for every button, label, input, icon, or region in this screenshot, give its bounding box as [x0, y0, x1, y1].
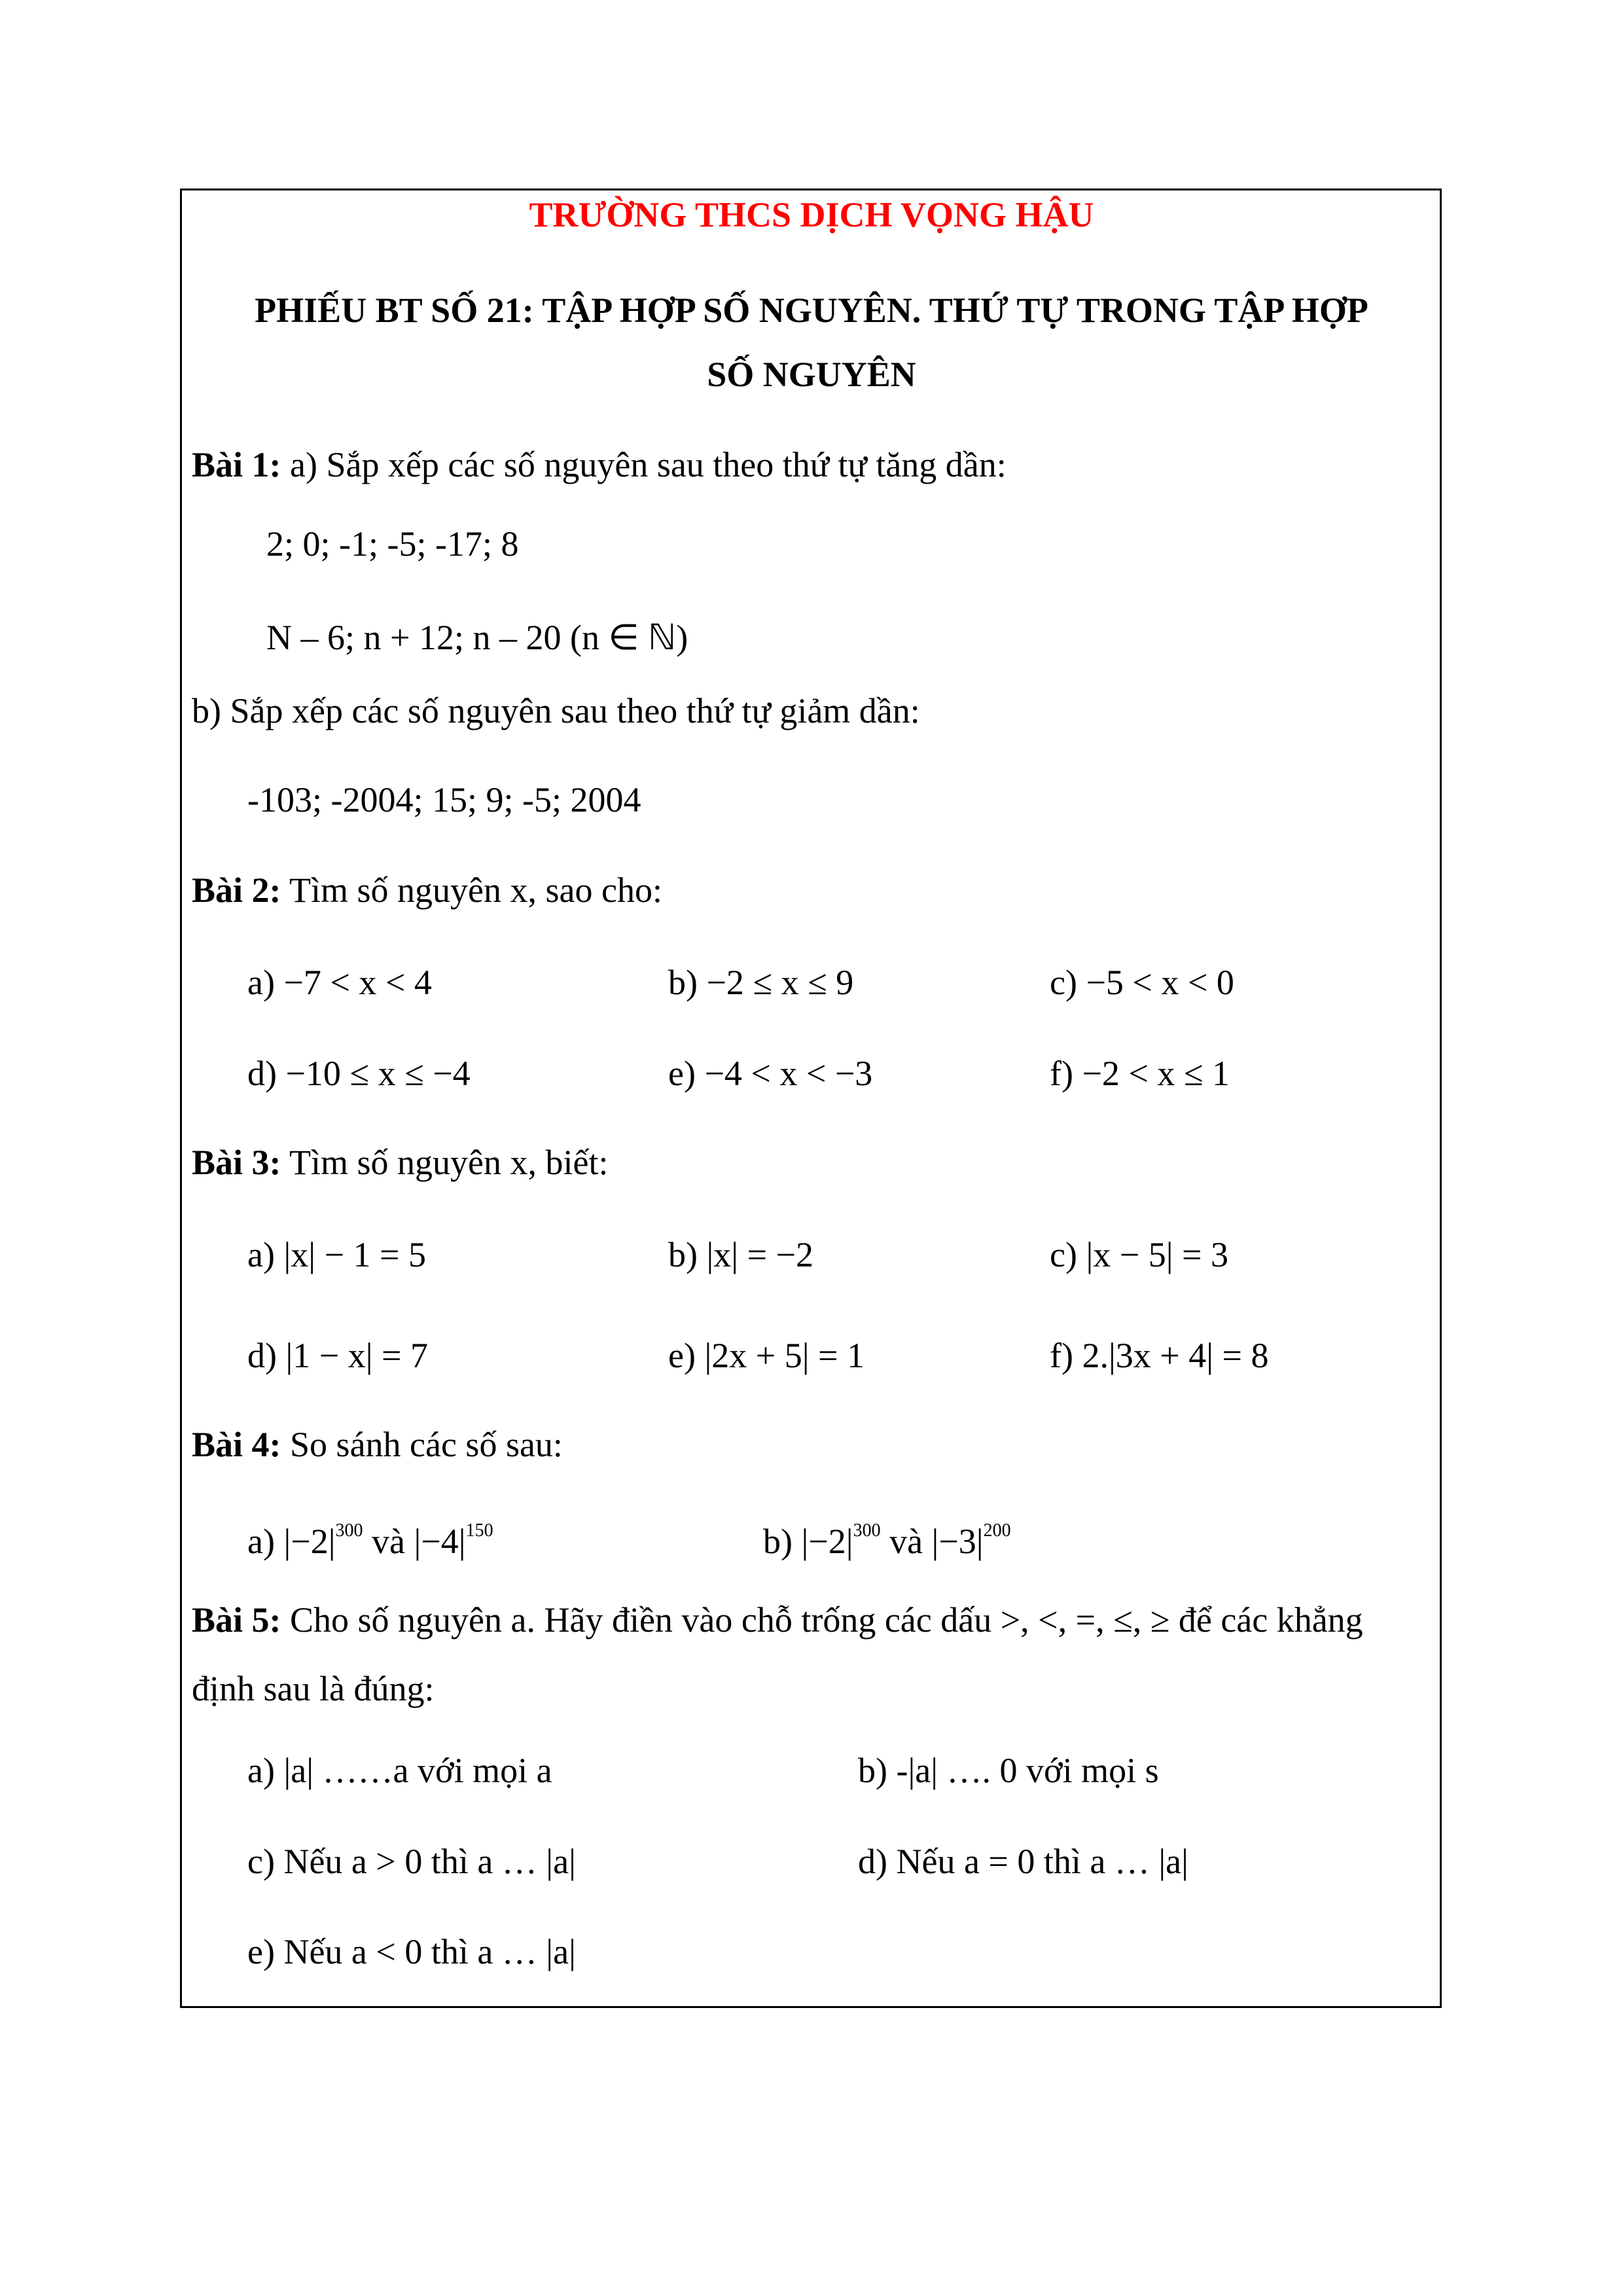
bai1-heading	[192, 442, 1007, 487]
bai3-item-b: b) |x| = −2	[668, 1235, 814, 1274]
bai5-item-b: b) -|a| …. 0 với mọi s	[858, 1751, 1159, 1790]
bai3-item-c: c) |x − 5| = 3	[1050, 1235, 1228, 1274]
bai4-text: So sánh các số sau:	[281, 1425, 563, 1464]
bai1-list2: N – 6; n + 12; n – 20 (n ∈ ℕ)	[266, 618, 688, 657]
bai5-text: Cho số nguyên a. Hãy điền vào chỗ trống các dấu >, <, =, ≤, ≥ để các khẳng	[281, 1600, 1363, 1640]
bai4-a-exp1: 300	[335, 1520, 363, 1541]
bai5-item-d: d) Nếu a = 0 thì a … |a|	[858, 1842, 1188, 1881]
bai3-item-a: a) |x| − 1 = 5	[247, 1235, 426, 1274]
bai4-item-b	[763, 1509, 1011, 1564]
bai5-item-c: c) Nếu a > 0 thì a … |a|	[247, 1842, 576, 1881]
bai3-item-f: f) 2.|3x + 4| = 8	[1050, 1336, 1269, 1375]
bai1-b-text: b) Sắp xếp các số nguyên sau theo thứ tự giảm dần:	[192, 691, 920, 730]
bai3-item-d: d) |1 − x| = 7	[247, 1336, 429, 1375]
school-name: TRƯỜNG THCS DỊCH VỌNG HẬU	[529, 195, 1094, 234]
bai2-label: Bài 2:	[192, 870, 281, 910]
bai2-item-a: a) −7 < x < 4	[247, 963, 432, 1002]
bai1-b-list: -103; -2004; 15; 9; -5; 2004	[247, 780, 641, 819]
bai1-label: Bài 1:	[192, 445, 281, 484]
bai2-item-c: c) −5 < x < 0	[1050, 963, 1234, 1002]
bai2-text: Tìm số nguyên x, sao cho:	[281, 870, 662, 910]
bai2-item-f: f) −2 < x ≤ 1	[1050, 1054, 1230, 1093]
bai1-list1: 2; 0; -1; -5; -17; 8	[266, 524, 519, 564]
bai4-item-a	[247, 1509, 493, 1564]
worksheet-title-line2: SỐ NGUYÊN	[707, 355, 916, 394]
bai4-label: Bài 4:	[192, 1425, 281, 1464]
bai5-heading	[192, 1598, 1363, 1642]
bai4-b-exp1: 300	[853, 1520, 881, 1541]
bai3-text: Tìm số nguyên x, biết:	[281, 1143, 609, 1182]
bai4-b-base2: và |−3|	[880, 1522, 984, 1561]
bai3-item-e: e) |2x + 5| = 1	[668, 1336, 865, 1375]
bai4-a-base2: và |−4|	[363, 1522, 466, 1561]
bai4-a-exp2: 150	[465, 1520, 493, 1541]
bai5-label: Bài 5:	[192, 1600, 281, 1640]
bai2-heading	[192, 868, 662, 912]
bai4-a-base1: a) |−2|	[247, 1522, 336, 1561]
bai4-b-exp2: 200	[983, 1520, 1011, 1541]
bai1-a-text: a) Sắp xếp các số nguyên sau theo thứ tự tăng dần:	[281, 445, 1007, 484]
bai4-heading	[192, 1422, 563, 1467]
bai2-item-b: b) −2 ≤ x ≤ 9	[668, 963, 854, 1002]
bai3-label: Bài 3:	[192, 1143, 281, 1182]
worksheet-title-line1: PHIẾU BT SỐ 21: TẬP HỢP SỐ NGUYÊN. THỨ TỰ TRONG TẬP HỢP	[255, 291, 1368, 330]
bai2-item-d: d) −10 ≤ x ≤ −4	[247, 1054, 471, 1093]
bai2-item-e: e) −4 < x < −3	[668, 1054, 873, 1093]
bai5-text2: định sau là đúng:	[192, 1669, 435, 1708]
bai5-item-e: e) Nếu a < 0 thì a … |a|	[247, 1932, 576, 1971]
bai4-b-base1: b) |−2|	[763, 1522, 853, 1561]
bai3-heading	[192, 1140, 609, 1185]
bai5-item-a: a) |a| ……a với mọi a	[247, 1751, 552, 1790]
